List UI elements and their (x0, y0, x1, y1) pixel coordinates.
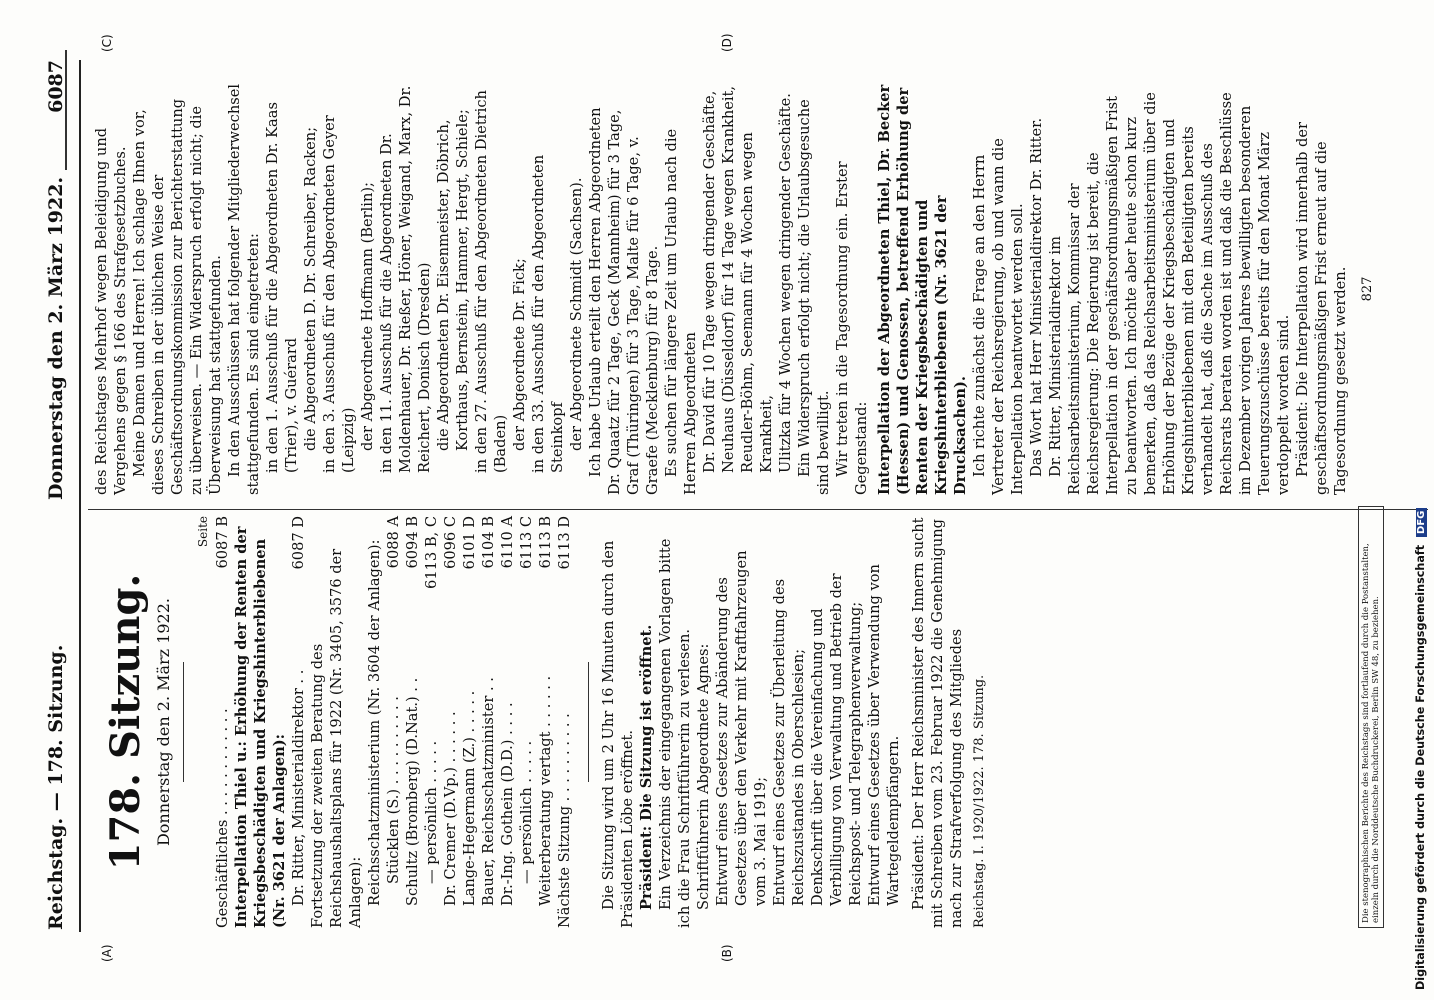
session-date: Donnerstag den 2. März 1922. (154, 597, 173, 847)
paragraph: Ulitzka für 4 Wochen wegen dringender Geschäfte. (777, 93, 794, 473)
left-column (92, 516, 989, 928)
paragraph: Meine Damen und Herren! Ich schlage Ihnen vor, dieses Schreiben in der üblichen Weise der Geschäftsordnungskommission zur Berichterstattung zu überweisen. — Ein Widerspruch erfolgt nicht; die Überweisung hat stattgefunden. (131, 98, 224, 495)
paragraph: Schriftführerin Abgeordnete Agnes: (695, 643, 712, 910)
margin-mark-b: (B) (720, 944, 734, 962)
paragraph: Entwurf eines Gesetzes zur Abänderung des Gesetzes über den Verkehr mit Kraftfahrzeugen vom 3. Mai 1919; (714, 550, 769, 906)
paragraph: der Abgeordnete Dr. Fick; (511, 258, 528, 451)
toc-item: Reichsschatzministerium (Nr. 3604 der Anlagen): (366, 539, 383, 906)
paragraph: in den 27. Ausschuß für den Abgeordneten Dietrich (Baden) (473, 90, 509, 473)
paragraph: Ich richte zunächst die Frage an den Herrn Vertreter der Reichsregierung, ob und wann die Interpellation beantwortet werden soll. (971, 138, 1026, 495)
toc-item: Lange-Hegermann (Z.) . . . . . 6101 D (461, 516, 478, 906)
paragraph: Ein Widerspruch erfolgt nicht; die Urlaubsgesuche sind bewilligt. (796, 99, 832, 495)
paragraph: Dr. David für 10 Tage wegen dringender Geschäfte, (701, 90, 718, 473)
paragraph: Denkschrift über die Vereinfachung und Verbilligung von Verwaltung und Betrieb der Reichspost- und Telegraphenverwaltung; (809, 573, 864, 906)
dfg-logo-icon: DFG (1416, 508, 1427, 537)
paragraph: in den 3. Ausschuß für den Abgeordneten Geyer (Leipzig) (321, 115, 357, 473)
right-column (92, 83, 1377, 495)
paragraph: Neuhaus (Düsseldorf) für 14 Tage wegen Krankheit, Reudler-Böhm, Seemann für 4 Wochen wegen Krankheit, (720, 85, 775, 473)
header-rule (79, 60, 81, 932)
title-rule (183, 662, 184, 782)
paragraph: Wir treten in die Tagesordnung ein. Erster Gegenstand: (834, 161, 870, 495)
paragraph: in den 1. Ausschuß für die Abgeordneten Dr. Kaas (Trier), v. Guérard (264, 102, 300, 473)
toc-item: — persönlich . . . . . 6113 B, C (423, 516, 440, 884)
paragraph: Die Sitzung wird um 2 Uhr 16 Minuten durch den Präsidenten Löbe eröffnet. (600, 540, 636, 928)
toc-rule (588, 662, 589, 782)
interpellation-title: Interpellation der Abgeordneten Thiel, Dr. Becker (Hessen) und Genossen, betreffend Erhöhung der Renten der Kriegsbeschädigten und Kriegshinterbliebenen (Nr. 3621 der Drucksachen). (876, 84, 969, 495)
paragraph: in den 11. Ausschuß für die Abgeordneten Dr. Moldenhauer, Dr. Rießer, Höner, Weigand, Marx, Dr. Reichert, Donisch (Dresden) (378, 85, 433, 473)
column-divider (88, 509, 1428, 510)
toc-item: Bauer, Reichsschatzminister . . 6104 B (480, 516, 497, 906)
toc-item: Nächste Sitzung . . . . . . . . . . 6113 D (556, 516, 573, 928)
digitization-note-text: Digitalisierung gefördert durch die Deutsche Forschungsgemeinschaft (1414, 544, 1427, 990)
paragraph: Präsident: Die Interpellation wird innerhalb der geschäftsordnungsmäßigen Frist erneut auf die Tagesordnung gesetzt werden. (1294, 121, 1349, 495)
toc-item: Schultz (Bromberg) (D.Nat.) . . 6094 B (404, 516, 421, 906)
toc-item: Dr. Cremer (D.Vp.) . . . . . . 6096 C (442, 516, 459, 906)
paragraph: Entwurf eines Gesetzes zur Überleitung des Reichszustandes in Oberschlesien; (771, 578, 807, 906)
header-page-number: 6087 (45, 60, 67, 113)
paragraph: die Abgeordneten D. Dr. Schreiber, Racken; (302, 126, 319, 451)
paragraph: die Abgeordneten Dr. Eisenmeister, Döbrich, Korthaus, Bernstein, Hammer, Hergt, Schiele; (435, 109, 471, 451)
footnote: Die stenographischen Berichte des Reichstags sind fortlaufend durch die Postanstalten, einzeln durch die Norddeutsche Buchdruckerei, Berlin SW 48, zu beziehen. (1358, 506, 1384, 928)
digitization-note (1414, 508, 1427, 990)
paragraph: der Abgeordnete Hoffmann (Berlin); (359, 182, 376, 451)
page-bottom-number: 827 (1360, 276, 1375, 302)
margin-mark-c: (C) (100, 34, 114, 52)
paragraph: Das Wort hat Herr Ministerialdirektor Dr. Ritter. (1028, 117, 1045, 477)
seite-label: Seite (196, 516, 210, 548)
toc-item: Fortsetzung der zweiten Beratung des Reichshaushaltsplans für 1922 (Nr. 3405, 3576 der Anlagen): (309, 548, 364, 928)
paragraph: des Reichstages Mehrhof wegen Beleidigung und Vergehens gegen § 166 des Strafgesetzbuches. (93, 127, 129, 495)
paragraph: In den Ausschüssen hat folgender Mitgliederwechsel stattgefunden. Es sind eingetreten: (226, 83, 262, 495)
toc-item: Weiterberatung vertagt . . . . . . 6113 B (537, 516, 554, 906)
margin-mark-d: (D) (720, 33, 734, 52)
paragraph: Präsident: Die Sitzung ist eröffnet. (638, 624, 655, 910)
paragraph: Ein Verzeichnis der eingegangenen Vorlagen bitte ich die Frau Schriftführerin zu verlesen. (657, 538, 693, 928)
toc-item: Dr. Ritter, Ministerialdirektor . . 6087 D (290, 516, 307, 906)
paragraph: der Abgeordnete Schmidt (Sachsen). (568, 177, 585, 451)
margin-mark-a: (A) (100, 944, 114, 962)
session-title: 178. Sitzung. (102, 573, 149, 871)
toc-item: Geschäftliches . . . . . . . . . . . . 6087 B (214, 516, 231, 928)
paragraph: Entwurf eines Gesetzes über Verwendung von Wartegeldempfängern. (866, 564, 902, 906)
paragraph: Es suchen für längere Zeit um Urlaub nach die Herren Abgeordneten (663, 128, 699, 495)
paragraph: Dr. Ritter, Ministerialdirektor im Reichsarbeitsministerium, Kommissar der Reichsregierung: Die Regierung ist bereit, die Interpellation in der geschäftsordnungsmäßigen Frist zu beantworten. Ich möchte aber heute schon kurz bemerken, daß das Reichsarbeitsministerium über die Erhöhung der Bezüge der Kriegsbeschädigten und Kriegshinterbliebenen mit den Beteiligten bereits verhandelt hat, daß die Sache im Ausschuß des Reichsrats beraten worden ist und daß die Beschlüsse im Dezember vorigen Jahres bewilligten besonderen Teuerungszuschüsse bereits für den Monat März verdoppelt worden sind. (1047, 92, 1292, 495)
volume-line: Reichstag. I. 1920/1922. 178. Sitzung. (972, 674, 987, 928)
toc-item: Dr.-Ing. Gothein (D.D.) . . . . 6110 A (499, 516, 516, 906)
toc-item: Interpellation Thiel u.: Erhöhung der Renten der Kriegsbeschädigten und Kriegshinterbliebenen (Nr. 3621 der Anlagen): (233, 526, 288, 928)
toc-item: Stücklen (S.) . . . . . . . . . . 6088 A (385, 516, 402, 884)
paragraph: Ich habe Urlaub erteilt den Herren Abgeordneten Dr. Quaatz für 2 Tage, Geck (Mannheim) für 3 Tage, Graf (Thüringen) für 3 Tage, Malte für 6 Tage, v. Graefe (Mecklenburg) für 8 Tage. (587, 107, 661, 495)
header-center: Donnerstag den 2. März 1922. (45, 176, 67, 500)
paragraph: in den 33. Ausschuß für den Abgeordneten Steinkopf (530, 154, 566, 473)
toc-item: — persönlich . . . . . 6113 C (518, 516, 535, 884)
header-left: Reichstag. — 178. Sitzung. (45, 644, 67, 930)
page-header (45, 60, 75, 930)
paragraph: Präsident: Der Herr Reichsminister des Innern sucht mit Schreiben vom 23. Februar 1922 die Genehmigung nach zur Strafverfolgung des Mitgliedes (910, 517, 965, 928)
